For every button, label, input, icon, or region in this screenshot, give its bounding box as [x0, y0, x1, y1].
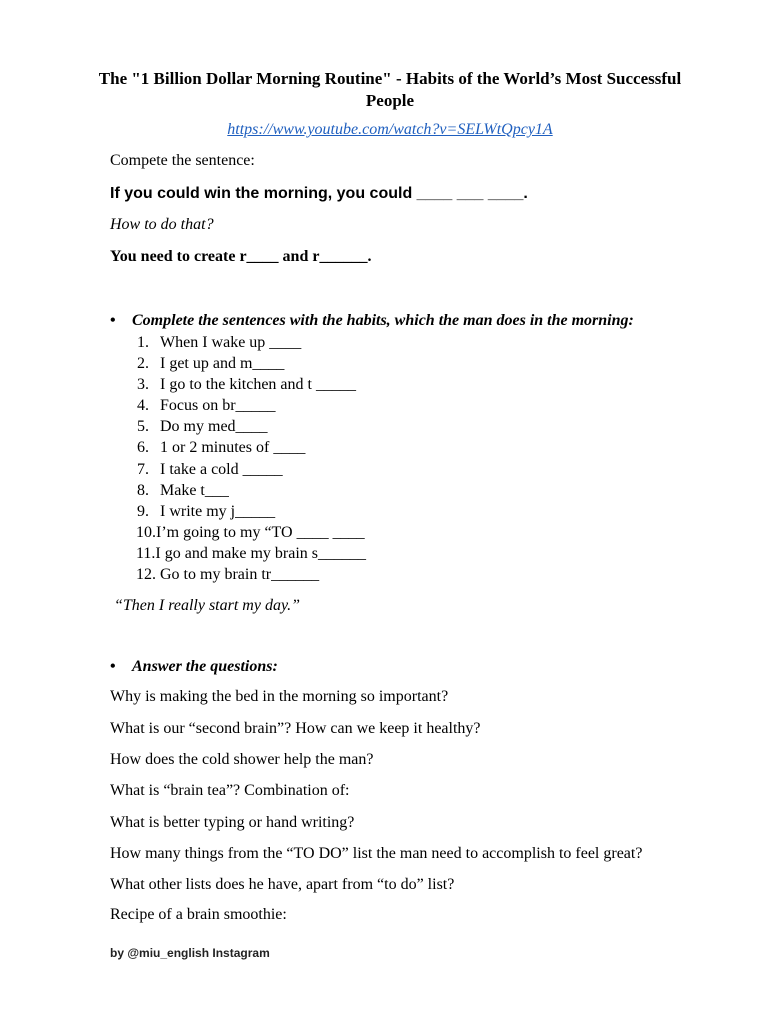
- habits-heading-text: Complete the sentences with the habits, which the man does in the morning:: [132, 312, 634, 329]
- question-item: How many things from the “TO DO” list the man need to accomplish to feel great?: [110, 845, 643, 862]
- youtube-link[interactable]: https://www.youtube.com/watch?v=SELWtQpcy1A: [227, 121, 553, 138]
- list-item: 12. Go to my brain tr______: [136, 566, 320, 584]
- question-item: What other lists does he have, apart from “to do” list?: [110, 876, 455, 893]
- list-item: 9. I write my j_____: [137, 502, 276, 520]
- list-item: 3. I go to the kitchen and t _____: [137, 376, 356, 394]
- footer-credit: by @miu_english Instagram: [110, 946, 270, 960]
- question-item: What is better typing or hand writing?: [110, 814, 355, 831]
- section-questions-heading: [110, 658, 278, 676]
- list-item: 10.I’m going to my “TO ____ ____: [136, 523, 365, 541]
- question-item: How does the cold shower help the man?: [110, 751, 374, 768]
- fill-in-sentence: If you could win the morning, you could ____ ___ ____.: [110, 185, 528, 202]
- question-item: Recipe of a brain smoothie:: [110, 906, 287, 923]
- worksheet-title: The "1 Billion Dollar Morning Routine" - Habits of the World’s Most Successful People: [98, 69, 682, 110]
- list-item: 4. Focus on br_____: [137, 397, 276, 415]
- list-item: 6. 1 or 2 minutes of ____: [137, 439, 306, 457]
- how-question: How to do that?: [110, 216, 214, 233]
- section-habits-heading: [110, 312, 634, 330]
- answer-sentence: You need to create r____ and r______.: [110, 248, 372, 265]
- bullet-icon: •: [110, 312, 116, 329]
- list-item: 5. Do my med____: [137, 418, 268, 436]
- habits-list: [137, 332, 366, 585]
- list-item: 1. When I wake up ____: [137, 334, 302, 351]
- question-item: What is “brain tea”? Combination of:: [110, 782, 350, 799]
- list-item: 7. I take a cold _____: [137, 460, 283, 478]
- list-item: 8. Make t___: [137, 481, 229, 499]
- question-item: Why is making the bed in the morning so important?: [110, 688, 449, 705]
- list-item: 11.I go and make my brain s______: [136, 544, 367, 562]
- list-item: 2. I get up and m____: [137, 355, 285, 373]
- questions-heading-text: Answer the questions:: [132, 658, 278, 675]
- instruction-text: Compete the sentence:: [110, 152, 255, 169]
- closing-quote: “Then I really start my day.”: [114, 597, 301, 614]
- bullet-icon: •: [110, 658, 116, 675]
- question-item: What is our “second brain”? How can we keep it healthy?: [110, 720, 481, 737]
